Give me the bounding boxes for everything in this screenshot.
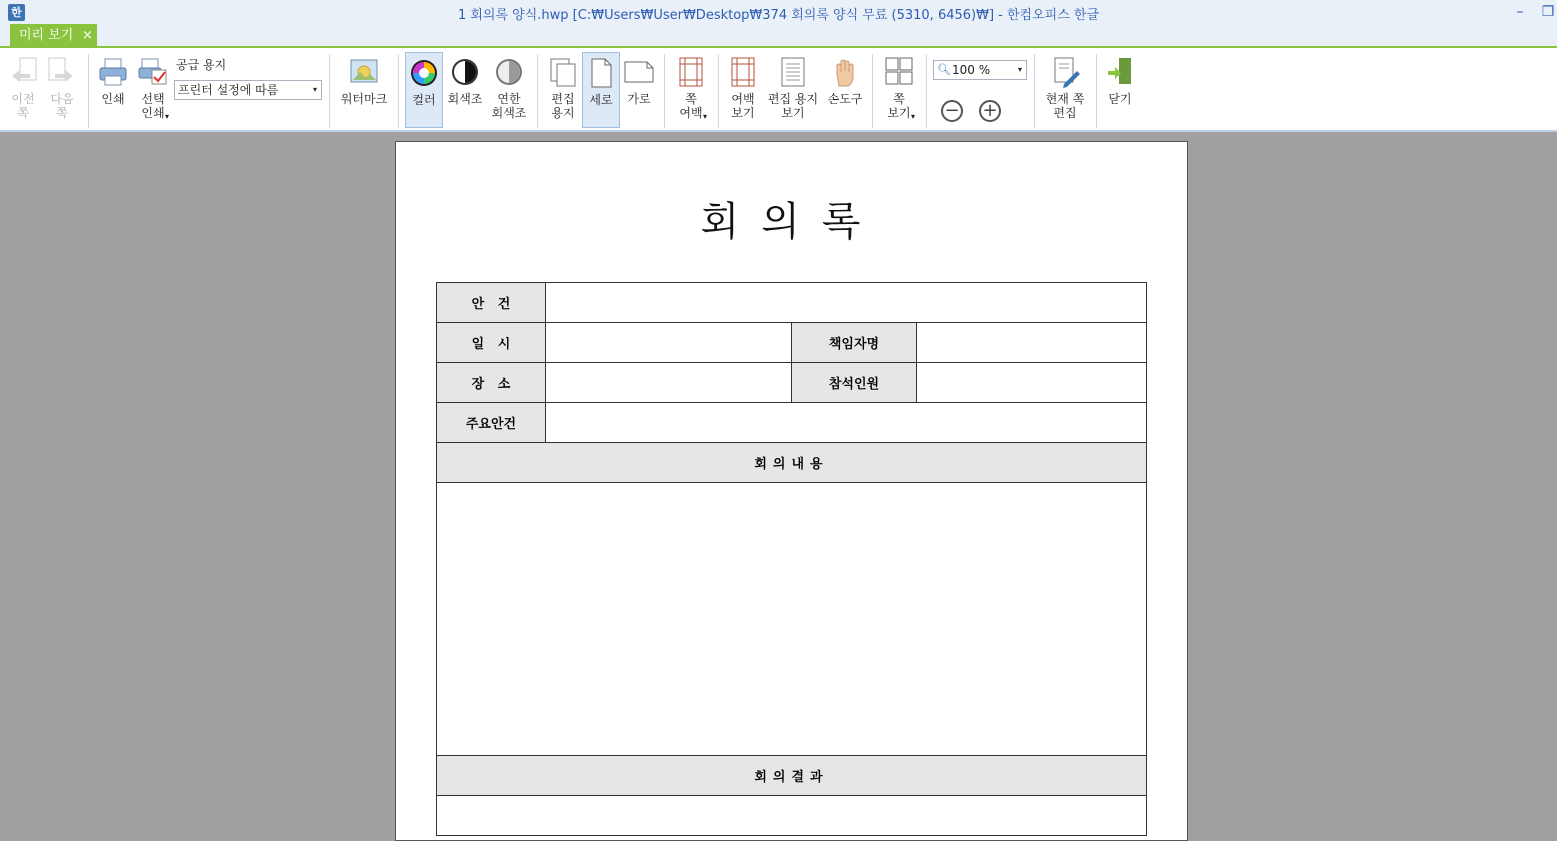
- page-margin-button[interactable]: [670, 52, 712, 128]
- page-view-button[interactable]: [878, 52, 920, 128]
- color-wheel-icon: [409, 57, 439, 89]
- table-row: [437, 483, 1147, 756]
- zoom-value: 100 %: [952, 63, 991, 77]
- page-view-label: 쪽 보기: [887, 92, 911, 120]
- print-label: 인쇄: [101, 92, 125, 106]
- view-edit-paper-button[interactable]: [764, 52, 822, 128]
- view-margin-icon: [728, 56, 758, 88]
- tab-strip: [0, 24, 1557, 48]
- attendees-label: 참석인원: [792, 363, 917, 403]
- title-bar: [0, 0, 1557, 24]
- edit-page-pencil-icon: [1050, 56, 1080, 88]
- view-margin-label: 여백 보기: [731, 92, 755, 120]
- page-margin-icon: [676, 56, 706, 88]
- watermark-button[interactable]: [336, 52, 392, 128]
- chevron-down-icon: ▾: [1017, 65, 1022, 74]
- attendees-cell: [917, 363, 1147, 403]
- table-row: [437, 756, 1147, 796]
- paper-source-label: 공급 용지: [176, 58, 227, 72]
- minimize-button[interactable]: –: [1516, 4, 1524, 20]
- document-page[interactable]: [395, 141, 1188, 841]
- zoom-select[interactable]: [933, 60, 1027, 80]
- page-margin-label: 쪽 여백: [679, 92, 703, 120]
- prev-page-button[interactable]: [5, 52, 41, 128]
- edit-paper-icon: [548, 56, 578, 88]
- edit-paper-label: 편집 용지: [551, 92, 575, 120]
- arrow-left-icon: [8, 56, 38, 88]
- light-grayscale-icon: [494, 56, 524, 88]
- restore-button[interactable]: ❐: [1541, 4, 1555, 20]
- responsible-cell: [917, 323, 1147, 363]
- tab-label: 미리 보기: [19, 28, 74, 43]
- preview-toolbar: [0, 48, 1557, 132]
- tab-print-preview[interactable]: [10, 24, 97, 48]
- watermark-icon: [349, 56, 379, 88]
- close-preview-label: 닫기: [1108, 92, 1132, 106]
- datetime-label: 일 시: [437, 323, 546, 363]
- magnifier-icon: 🔍︎: [937, 63, 951, 76]
- light-grayscale-button[interactable]: [488, 52, 530, 128]
- meeting-content-cell: [437, 483, 1147, 756]
- separator: [537, 54, 538, 128]
- watermark-label: 워터마크: [340, 92, 388, 106]
- grayscale-button[interactable]: [445, 52, 485, 128]
- separator: [664, 54, 665, 128]
- separator: [872, 54, 873, 128]
- table-row: [437, 363, 1147, 403]
- separator: [88, 54, 89, 128]
- hancom-app-icon[interactable]: 한: [8, 4, 25, 21]
- responsible-label: 책임자명: [792, 323, 917, 363]
- page-view-icon: [884, 56, 914, 88]
- hand-tool-label: 손도구: [827, 92, 863, 106]
- table-row: [437, 403, 1147, 443]
- color-label: 컬러: [412, 93, 436, 107]
- meeting-content-header: 회의내용: [437, 443, 1147, 483]
- table-row: [437, 323, 1147, 363]
- separator: [926, 54, 927, 128]
- dropdown-arrow-icon: ▾: [165, 112, 170, 121]
- color-button[interactable]: [405, 52, 443, 128]
- place-cell: [546, 363, 792, 403]
- select-print-button[interactable]: [134, 52, 172, 128]
- meeting-result-header: 회의결과: [437, 756, 1147, 796]
- edit-paper-view-icon: [778, 56, 808, 88]
- separator: [718, 54, 719, 128]
- close-icon[interactable]: ×: [82, 28, 93, 43]
- dropdown-arrow-icon: ▾: [703, 112, 708, 121]
- select-print-label: 선택 인쇄: [141, 92, 165, 120]
- portrait-button[interactable]: [582, 52, 620, 128]
- print-button[interactable]: [94, 52, 132, 128]
- edit-current-page-label: 현재 쪽 편집: [1045, 92, 1085, 120]
- zoom-in-button[interactable]: +: [979, 100, 1001, 122]
- separator: [1096, 54, 1097, 128]
- hand-icon: [830, 56, 860, 88]
- datetime-cell: [546, 323, 792, 363]
- main-agenda-cell: [546, 403, 1147, 443]
- grayscale-label: 회색조: [447, 92, 483, 106]
- landscape-page-icon: [624, 56, 654, 88]
- meeting-minutes-table: [436, 282, 1147, 836]
- exit-door-icon: [1105, 56, 1135, 88]
- portrait-page-icon: [586, 57, 616, 89]
- table-row: [437, 283, 1147, 323]
- edit-current-page-button[interactable]: [1040, 52, 1090, 128]
- grayscale-icon: [450, 56, 480, 88]
- window-title: 1 회의록 양식.hwp [C:₩Users₩User₩Desktop₩374 회의록 양식 무료 (5310, 6456)₩] - 한컴오피스 한글: [457, 8, 1100, 23]
- main-agenda-label: 주요안건: [437, 403, 546, 443]
- close-preview-button[interactable]: [1102, 52, 1138, 128]
- arrow-right-icon: [47, 56, 77, 88]
- next-page-button[interactable]: [44, 52, 80, 128]
- paper-source-select[interactable]: [174, 80, 322, 100]
- chevron-down-icon: ▾: [312, 85, 317, 94]
- dropdown-arrow-icon: ▾: [911, 112, 916, 121]
- separator: [329, 54, 330, 128]
- table-row: [437, 443, 1147, 483]
- light-grayscale-label: 연한 회색조: [491, 92, 527, 120]
- edit-paper-button[interactable]: [544, 52, 582, 128]
- agenda-label: 안 건: [437, 283, 546, 323]
- zoom-out-button[interactable]: −: [941, 100, 963, 122]
- paper-source-value: 프린터 설정에 따름: [178, 83, 279, 97]
- agenda-cell: [546, 283, 1147, 323]
- portrait-label: 세로: [589, 93, 613, 107]
- view-edit-paper-label: 편집 용지 보기: [767, 92, 819, 120]
- select-print-icon: [138, 56, 168, 88]
- place-label: 장 소: [437, 363, 546, 403]
- view-margin-button[interactable]: [724, 52, 762, 128]
- printer-icon: [98, 56, 128, 88]
- next-page-label: 다음 쪽: [50, 92, 74, 120]
- prev-page-label: 이전 쪽: [11, 92, 35, 120]
- document-title: 회의록: [700, 199, 883, 245]
- landscape-label: 가로: [627, 92, 651, 106]
- hand-tool-button[interactable]: [824, 52, 866, 128]
- separator: [398, 54, 399, 128]
- separator: [1034, 54, 1035, 128]
- landscape-button[interactable]: [621, 52, 657, 128]
